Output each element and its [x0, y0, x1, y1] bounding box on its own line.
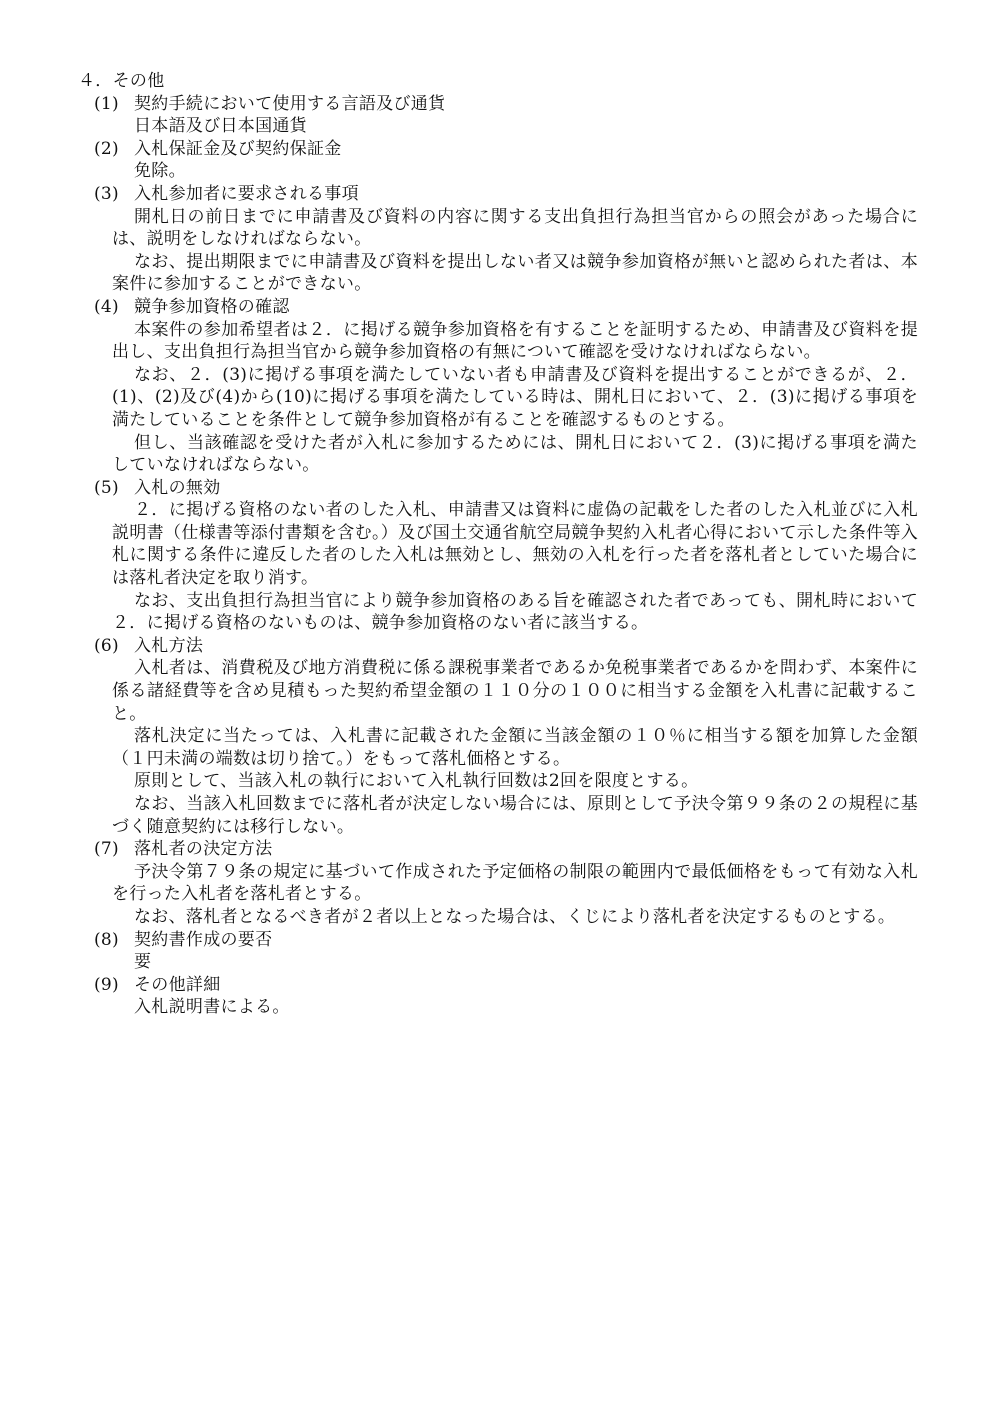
item-8-heading	[94, 929, 1000, 952]
item-title: 競争参加資格の確認	[134, 296, 290, 317]
item-1-body: 日本語及び日本国通貨	[134, 116, 307, 137]
item-number: (9)	[94, 974, 119, 995]
item-number: (6)	[94, 635, 119, 656]
item-number: (2)	[94, 138, 119, 159]
item-5-heading	[94, 477, 1000, 500]
paragraph: なお、当該入札回数までに落札者が決定しない場合には、原則として予決令第９９条の２の規程に基づく随意契約には移行しない。	[112, 794, 918, 837]
item-6-heading	[94, 635, 1000, 658]
paragraph: 落札決定に当たっては、入札書に記載された金額に当該金額の１０％に相当する額を加算した金額（１円未満の端数は切り捨て。）をもって落札価格とする。	[112, 726, 918, 769]
paragraph: 入札者は、消費税及び地方消費税に係る課税事業者であるか免税事業者であるかを問わず、本案件に係る諸経費等を含め見積もった契約希望金額の１１０分の１００に相当する金額を入札書に記載すること。	[112, 658, 918, 724]
item-title: 入札参加者に要求される事項	[134, 183, 359, 204]
item-title: 落札者の決定方法	[134, 839, 273, 860]
item-title: 契約書作成の要否	[134, 929, 273, 950]
item-title: 入札の無効	[134, 477, 221, 498]
paragraph: なお、支出負担行為担当官により競争参加資格のある旨を確認された者であっても、開札時において２．に掲げる資格のないものは、競争参加資格のない者に該当する。	[112, 590, 918, 634]
paragraph: なお、落札者となるべき者が２者以上となった場合は、くじにより落札者を決定するものとする。	[134, 906, 896, 927]
item-title: その他詳細	[134, 974, 221, 995]
item-1-heading	[94, 93, 1000, 116]
item-8-body: 要	[134, 952, 152, 973]
item-2-body: 免除。	[134, 161, 186, 182]
item-9-body: 入札説明書による。	[134, 997, 290, 1018]
item-number: (1)	[94, 93, 119, 114]
paragraph: ２．に掲げる資格のない者のした入札、申請書又は資料に虚偽の記載をした者のした入札並びに入札説明書（仕様書等添付書類を含む。）及び国土交通省航空局競争契約入札者心得において示した条件等入札に関する条件に違反した者のした入札は無効とし、無効の入札を行った者を落札者としていた場合には落札者決定を取り消す。	[112, 500, 918, 589]
item-7-heading	[94, 838, 1000, 861]
item-number: (4)	[94, 296, 119, 317]
item-number: (8)	[94, 929, 119, 950]
paragraph: 予決令第７９条の規定に基づいて作成された予定価格の制限の範囲内で最低価格をもって有効な入札を行った入札者を落札者とする。	[112, 861, 918, 905]
item-number: (5)	[94, 477, 119, 498]
paragraph: 原則として、当該入札の執行において入札執行回数は2回を限度とする。	[134, 771, 699, 792]
item-4-heading	[94, 296, 1000, 319]
item-title: 契約手続において使用する言語及び通貨	[134, 93, 446, 114]
paragraph: 但し、当該確認を受けた者が入札に参加するためには、開札日において２．(3)に掲げる事項を満たしていなければならない。	[112, 432, 918, 476]
document-body	[0, 70, 1000, 1019]
item-number: (7)	[94, 839, 119, 860]
item-title: 入札方法	[134, 635, 204, 656]
item-9-heading	[94, 974, 1000, 997]
item-2-heading	[94, 138, 1000, 161]
paragraph: 本案件の参加希望者は２．に掲げる競争参加資格を有することを証明するため、申請書及び資料を提出し、支出負担行為担当官から競争参加資格の有無について確認を受けなければならない。	[112, 319, 918, 363]
item-title: 入札保証金及び契約保証金	[134, 138, 342, 159]
item-number: (3)	[94, 183, 119, 204]
item-3-heading	[94, 183, 1000, 206]
section-title: ４．その他	[78, 71, 165, 91]
paragraph: なお、２．(3)に掲げる事項を満たしていない者も申請書及び資料を提出することができるが、２．(1)、(2)及び(4)から(10)に掲げる事項を満たしている時は、開札日において、２．(3)に掲げる事項を満たしていることを条件として競争参加資格が有ることを確認するものとする。	[112, 364, 918, 430]
paragraph: 開札日の前日までに申請書及び資料の内容に関する支出負担行為担当官からの照会があった場合には、説明をしなければならない。	[112, 206, 918, 250]
paragraph: なお、提出期限までに申請書及び資料を提出しない者又は競争参加資格が無いと認められた者は、本案件に参加することができない。	[112, 251, 918, 295]
